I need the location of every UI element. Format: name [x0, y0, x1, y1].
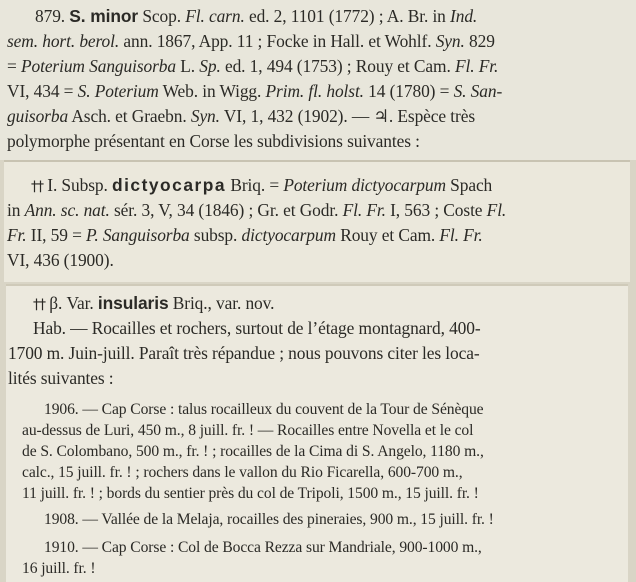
subsp-name: dictyocarpa	[111, 175, 227, 195]
double-dagger-icon: ††	[31, 179, 43, 195]
variety-name: insularis	[97, 293, 169, 313]
record-1906-line-2: au-dessus de Luri, 450 m., 8 juill. fr. ! — Rocailles entre Novella et le col	[22, 422, 474, 439]
habitat-line-2: 1700 m. Juin-juill. Paraît très répandue ; nous pouvons citer les loca-	[8, 343, 480, 363]
entry-line-6: polymorphe présentant en Corse les subdivisions suivantes :	[7, 131, 420, 151]
variety-panel	[6, 284, 628, 582]
subsp-line-4: VI, 436 (1900).	[7, 250, 114, 270]
record-1906-line-5: 11 juill. fr. ! ; bords du sentier près du col de Tripoli, 1500 m., 15 juill. fr. !	[22, 485, 479, 502]
entry-line-2: sem. hort. berol. ann. 1867, App. 11 ; Focke in Hall. et Wohlf. Syn. 829	[7, 31, 495, 51]
entry-line-5: guisorba Asch. et Graebn. Syn. VI, 1, 432 (1902). — ♃. Espèce très	[7, 106, 475, 126]
record-1906-line-3: de S. Colombano, 500 m., fr. ! ; rocailles de la Cima di S. Angelo, 1180 m.,	[22, 443, 484, 460]
taxon-name: S. minor	[69, 6, 139, 26]
variety-greek: β.	[49, 293, 63, 313]
subsp-heading-line: †† I. Subsp. dictyocarpa Briq. = Poterium dictyocarpum Spach	[31, 175, 493, 195]
subspecies-panel	[4, 160, 630, 282]
subsp-line-3: Fr. II, 59 = P. Sanguisorba subsp. dictyocarpum Rouy et Cam. Fl. Fr.	[7, 225, 483, 245]
subsp-line-2: in Ann. sc. nat. sér. 3, V, 34 (1846) ; Gr. et Godr. Fl. Fr. I, 563 ; Coste Fl.	[7, 200, 507, 220]
entry-line-3: = Poterium Sanguisorba L. Sp. ed. 1, 494 (1753) ; Rouy et Cam. Fl. Fr.	[7, 56, 499, 76]
entry-heading-line: 879. S. minor Scop. Fl. carn. ed. 2, 1101 (1772) ; A. Br. in Ind.	[35, 6, 478, 26]
variety-heading-line	[33, 291, 274, 317]
record-1906-line-4: calc., 15 juill. fr. ! ; rochers dans le vallon du Rio Ficarella, 600-700 m.,	[22, 464, 463, 481]
entry-line-4: VI, 434 = S. Poterium Web. in Wigg. Prim. fl. holst. 14 (1780) = S. San-	[7, 81, 503, 101]
record-1910-line-1: 1910. — Cap Corse : Col de Bocca Rezza sur Mandriale, 900-1000 m.,	[44, 539, 482, 556]
variety-label: Var.	[66, 293, 94, 313]
record-1906-line-1: 1906. — Cap Corse : talus rocailleux du couvent de la Tour de Sénèque	[44, 401, 484, 418]
entry-879-panel	[0, 0, 636, 160]
variety-author: Briq., var. nov.	[168, 293, 275, 313]
entry-number: 879.	[35, 6, 66, 26]
double-dagger-icon: ††	[33, 297, 45, 313]
subsp-label: I. Subsp.	[47, 175, 108, 195]
record-1908: 1908. — Vallée de la Melaja, rocailles des pineraies, 900 m., 15 juill. fr. !	[44, 511, 494, 528]
record-1910-line-2: 16 juill. fr. !	[22, 560, 96, 577]
habitat-line-3: lités suivantes :	[8, 368, 114, 388]
habitat-line-1: Hab. — Rocailles et rochers, surtout de l’étage montagnard, 400-	[33, 318, 481, 338]
